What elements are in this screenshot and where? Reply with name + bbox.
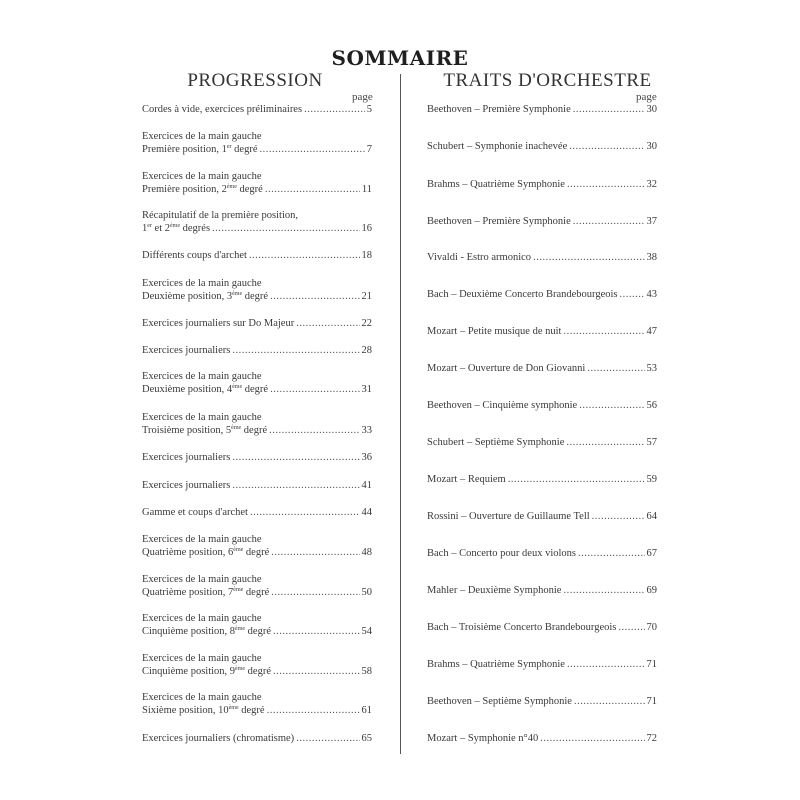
ordinal-suffix: ème bbox=[226, 183, 237, 190]
entry-title: Exercices journaliers (chromatisme) bbox=[142, 733, 295, 744]
toc-entry[interactable] bbox=[427, 141, 657, 154]
ordinal-suffix: ème bbox=[228, 704, 239, 711]
page-number: 71 bbox=[646, 696, 657, 707]
entry-title: Exercices de la main gauche bbox=[142, 171, 262, 182]
entry-subtitle-text: degré bbox=[242, 290, 269, 302]
dot-leader bbox=[271, 547, 359, 560]
entry-title: Cordes à vide, exercices préliminaires bbox=[142, 104, 303, 115]
page-number: 11 bbox=[361, 183, 372, 195]
entry-title: Mozart – Symphonie n°40 bbox=[427, 733, 539, 744]
dot-leader bbox=[533, 252, 644, 265]
ordinal-suffix: ème bbox=[235, 665, 246, 672]
dot-leader bbox=[578, 548, 644, 561]
entry-subtitle-text: degré bbox=[231, 143, 258, 155]
dot-leader bbox=[304, 104, 365, 117]
toc-entry[interactable] bbox=[142, 104, 372, 117]
dot-leader bbox=[620, 289, 645, 302]
page-number: 5 bbox=[366, 104, 372, 115]
dot-leader bbox=[273, 626, 360, 639]
entry-subtitle bbox=[142, 666, 271, 679]
toc-entry[interactable] bbox=[142, 171, 372, 196]
dot-leader bbox=[567, 179, 645, 192]
dot-leader bbox=[296, 733, 359, 746]
entry-subtitle-text: Quatrième position, 6 bbox=[142, 546, 234, 558]
toc-entry[interactable] bbox=[427, 733, 657, 746]
entry-title: Beethoven – Cinquième symphonie bbox=[427, 400, 578, 411]
entry-subtitle-text: Quatrième position, 7 bbox=[142, 586, 234, 598]
entry-subtitle bbox=[142, 547, 269, 560]
dot-leader bbox=[271, 587, 359, 600]
entry-subtitle bbox=[142, 223, 210, 236]
dot-leader bbox=[270, 291, 359, 304]
entry-subtitle-text: degré bbox=[243, 546, 270, 558]
entry-subtitle-text: Cinquième position, 8 bbox=[142, 625, 236, 637]
toc-entry[interactable] bbox=[427, 548, 657, 561]
entry-title: Beethoven – Première Symphonie bbox=[427, 216, 571, 227]
dot-leader bbox=[592, 511, 645, 524]
entry-subtitle-text: degré bbox=[241, 424, 268, 436]
traits-orchestre-heading: TRAITS D'ORCHESTRE bbox=[443, 70, 652, 91]
toc-entry[interactable] bbox=[142, 278, 372, 303]
dot-leader bbox=[260, 144, 365, 157]
toc-entry[interactable] bbox=[142, 131, 372, 156]
toc-entry[interactable] bbox=[427, 289, 657, 302]
entry-title: Mahler – Deuxième Symphonie bbox=[427, 585, 562, 596]
ordinal-suffix: ème bbox=[233, 586, 244, 593]
toc-entry[interactable] bbox=[142, 692, 372, 717]
page-number: 37 bbox=[646, 216, 657, 227]
entry-subtitle-text: degré bbox=[245, 665, 271, 677]
page-number: 47 bbox=[646, 326, 657, 337]
entry-title: Rossini – Ouverture de Guillaume Tell bbox=[427, 511, 590, 522]
toc-entry[interactable] bbox=[142, 250, 372, 263]
entry-subtitle-text: degré bbox=[245, 625, 271, 637]
entry-subtitle bbox=[142, 626, 271, 639]
page-number: 41 bbox=[361, 480, 372, 491]
dot-leader bbox=[269, 425, 359, 438]
page-number: 54 bbox=[361, 625, 372, 637]
entry-title: Exercices journaliers bbox=[142, 345, 231, 356]
entry-subtitle bbox=[142, 425, 267, 438]
dot-leader bbox=[250, 507, 360, 520]
dot-leader bbox=[273, 666, 360, 679]
entry-title: Exercices de la main gauche bbox=[142, 692, 262, 703]
dot-leader bbox=[265, 184, 360, 197]
entry-subtitle-text: et 2 bbox=[151, 222, 170, 234]
entry-subtitle bbox=[142, 384, 268, 397]
entry-subtitle-text: Deuxième position, 3 bbox=[142, 290, 233, 302]
dot-leader bbox=[566, 437, 644, 450]
ordinal-suffix: ème bbox=[232, 383, 243, 390]
entry-title: Bach – Deuxième Concerto Brandebourgeois bbox=[427, 289, 618, 300]
entry-subtitle bbox=[142, 587, 269, 600]
entry-title: Exercices de la main gauche bbox=[142, 131, 262, 142]
entry-subtitle bbox=[142, 184, 263, 197]
toc-entry[interactable] bbox=[142, 452, 372, 465]
page-number: 32 bbox=[646, 179, 657, 190]
entry-title: Bach – Troisième Concerto Brandebourgeois bbox=[427, 622, 617, 633]
entry-title: Exercices journaliers bbox=[142, 452, 231, 463]
toc-entry[interactable] bbox=[427, 326, 657, 339]
page-number: 72 bbox=[646, 733, 657, 744]
page-number: 69 bbox=[646, 585, 657, 596]
entry-subtitle bbox=[142, 144, 258, 157]
entry-subtitle-text: Sixième position, 10 bbox=[142, 704, 229, 716]
dot-leader bbox=[270, 384, 359, 397]
dot-leader bbox=[232, 345, 359, 358]
entry-title: Exercices de la main gauche bbox=[142, 412, 262, 423]
dot-leader bbox=[579, 400, 644, 413]
toc-entry[interactable] bbox=[427, 400, 657, 413]
toc-entry[interactable] bbox=[142, 210, 372, 235]
dot-leader bbox=[563, 326, 644, 339]
dot-leader bbox=[618, 622, 644, 635]
toc-entry[interactable] bbox=[427, 622, 657, 635]
entry-title: Exercices journaliers bbox=[142, 480, 231, 491]
entry-subtitle-text: Deuxième position, 4 bbox=[142, 383, 233, 395]
toc-entry[interactable] bbox=[427, 252, 657, 265]
page-number: 65 bbox=[361, 733, 372, 744]
toc-entry[interactable] bbox=[427, 437, 657, 450]
entry-subtitle bbox=[142, 291, 268, 304]
page-number: 56 bbox=[646, 400, 657, 411]
entry-title: Brahms – Quatrième Symphonie bbox=[427, 179, 565, 190]
dot-leader bbox=[563, 585, 644, 598]
page-title: SOMMAIRE bbox=[331, 46, 469, 70]
entry-title: Gamme et coups d'archet bbox=[142, 507, 248, 518]
page-number: 48 bbox=[361, 546, 372, 558]
entry-title: Exercices de la main gauche bbox=[142, 534, 262, 545]
page-number: 67 bbox=[646, 548, 657, 559]
dot-leader bbox=[540, 733, 644, 746]
entry-title: Beethoven – Septième Symphonie bbox=[427, 696, 572, 707]
progression-heading: PROGRESSION bbox=[187, 70, 323, 91]
entry-subtitle-text: degré bbox=[238, 704, 265, 716]
page-number: 71 bbox=[646, 659, 657, 670]
entry-title: Brahms – Quatrième Symphonie bbox=[427, 659, 565, 670]
toc-entry[interactable] bbox=[427, 216, 657, 229]
entry-title: Récapitulatif de la première position, bbox=[142, 210, 298, 221]
dot-leader bbox=[569, 141, 644, 154]
page-number: 61 bbox=[361, 704, 372, 716]
entry-subtitle-text: Première position, 2 bbox=[142, 183, 227, 195]
page-number: 7 bbox=[366, 143, 372, 155]
page-number: 53 bbox=[646, 363, 657, 374]
ordinal-suffix: ème bbox=[232, 290, 243, 297]
page-number: 21 bbox=[361, 290, 372, 302]
entry-title: Mozart – Petite musique de nuit bbox=[427, 326, 562, 337]
dot-leader bbox=[232, 480, 359, 493]
column-divider bbox=[400, 74, 401, 754]
page-number: 30 bbox=[646, 104, 657, 115]
page-number: 16 bbox=[361, 222, 372, 234]
dot-leader bbox=[573, 216, 645, 229]
entry-title: Exercices de la main gauche bbox=[142, 653, 262, 664]
page-number: 22 bbox=[361, 318, 372, 329]
page-number: 58 bbox=[361, 665, 372, 677]
entry-title: Mozart – Requiem bbox=[427, 474, 506, 485]
entry-subtitle-text: degrés bbox=[180, 222, 211, 234]
entry-title: Schubert – Symphonie inachevée bbox=[427, 141, 568, 152]
dot-leader bbox=[212, 223, 359, 236]
toc-entry[interactable] bbox=[427, 696, 657, 709]
toc-entry[interactable] bbox=[142, 653, 372, 678]
ordinal-suffix: ème bbox=[231, 424, 242, 431]
dot-leader bbox=[567, 659, 645, 672]
page-number: 64 bbox=[646, 511, 657, 522]
dot-leader bbox=[296, 318, 359, 331]
ordinal-suffix: er bbox=[226, 143, 232, 150]
toc-entry[interactable] bbox=[142, 318, 372, 331]
dot-leader bbox=[574, 696, 645, 709]
entry-subtitle-text: Première position, 1 bbox=[142, 143, 227, 155]
dot-leader bbox=[267, 705, 360, 718]
toc-entry[interactable] bbox=[142, 345, 372, 358]
entry-title: Exercices de la main gauche bbox=[142, 278, 262, 289]
page-number: 44 bbox=[361, 507, 372, 518]
entry-subtitle-text: Troisième position, 5 bbox=[142, 424, 232, 436]
dot-leader bbox=[232, 452, 359, 465]
entry-subtitle-text: degré bbox=[236, 183, 263, 195]
ordinal-suffix: er bbox=[147, 222, 152, 229]
page-number: 28 bbox=[361, 345, 372, 356]
dot-leader bbox=[508, 474, 645, 487]
page-number: 30 bbox=[646, 141, 657, 152]
ordinal-suffix: ème bbox=[233, 546, 244, 553]
entry-title: Bach – Concerto pour deux violons bbox=[427, 548, 577, 559]
entry-title: Vivaldi - Estro armonico bbox=[427, 252, 532, 263]
toc-entry[interactable] bbox=[142, 574, 372, 599]
dot-leader bbox=[587, 363, 644, 376]
entry-title: Exercices de la main gauche bbox=[142, 574, 262, 585]
toc-entry[interactable] bbox=[142, 371, 372, 396]
entry-title: Exercices de la main gauche bbox=[142, 613, 262, 624]
toc-entry[interactable] bbox=[427, 363, 657, 376]
page-number: 31 bbox=[361, 383, 372, 395]
page-number: 43 bbox=[646, 289, 657, 300]
entry-title: Schubert – Septième Symphonie bbox=[427, 437, 565, 448]
toc-entry[interactable] bbox=[142, 507, 372, 520]
page-number: 36 bbox=[361, 452, 372, 463]
entry-subtitle-text: 1 bbox=[142, 222, 148, 234]
page-number: 57 bbox=[646, 437, 657, 448]
toc-entry[interactable] bbox=[427, 474, 657, 487]
toc-entry[interactable] bbox=[427, 511, 657, 524]
page-column-label: page bbox=[636, 91, 657, 103]
entry-subtitle-text: degré bbox=[242, 383, 269, 395]
toc-entry[interactable] bbox=[427, 179, 657, 192]
toc-entry[interactable] bbox=[427, 585, 657, 598]
toc-entry[interactable] bbox=[142, 412, 372, 437]
page-number: 59 bbox=[646, 474, 657, 485]
page-number: 38 bbox=[646, 252, 657, 263]
entry-title: Mozart – Ouverture de Don Giovanni bbox=[427, 363, 586, 374]
dot-leader bbox=[573, 104, 645, 117]
page-number: 33 bbox=[361, 424, 372, 436]
entry-title: Différents coups d'archet bbox=[142, 250, 247, 261]
toc-entry[interactable] bbox=[142, 733, 372, 746]
entry-title: Beethoven – Première Symphonie bbox=[427, 104, 571, 115]
entry-title: Exercices journaliers sur Do Majeur bbox=[142, 318, 295, 329]
page-column-label: page bbox=[352, 91, 373, 103]
entry-subtitle-text: degré bbox=[243, 586, 270, 598]
page-number: 70 bbox=[646, 622, 657, 633]
toc-entry[interactable] bbox=[142, 534, 372, 559]
entry-title: Exercices de la main gauche bbox=[142, 371, 262, 382]
toc-entry[interactable] bbox=[142, 480, 372, 493]
ordinal-suffix: ème bbox=[170, 222, 180, 229]
toc-entry[interactable] bbox=[427, 659, 657, 672]
dot-leader bbox=[249, 250, 360, 263]
toc-entry[interactable] bbox=[427, 104, 657, 117]
toc-entry[interactable] bbox=[142, 613, 372, 638]
entry-subtitle-text: Cinquième position, 9 bbox=[142, 665, 236, 677]
ordinal-suffix: ème bbox=[235, 625, 246, 632]
entry-subtitle bbox=[142, 705, 265, 718]
page-number: 18 bbox=[361, 250, 372, 261]
page-number: 50 bbox=[361, 586, 372, 598]
